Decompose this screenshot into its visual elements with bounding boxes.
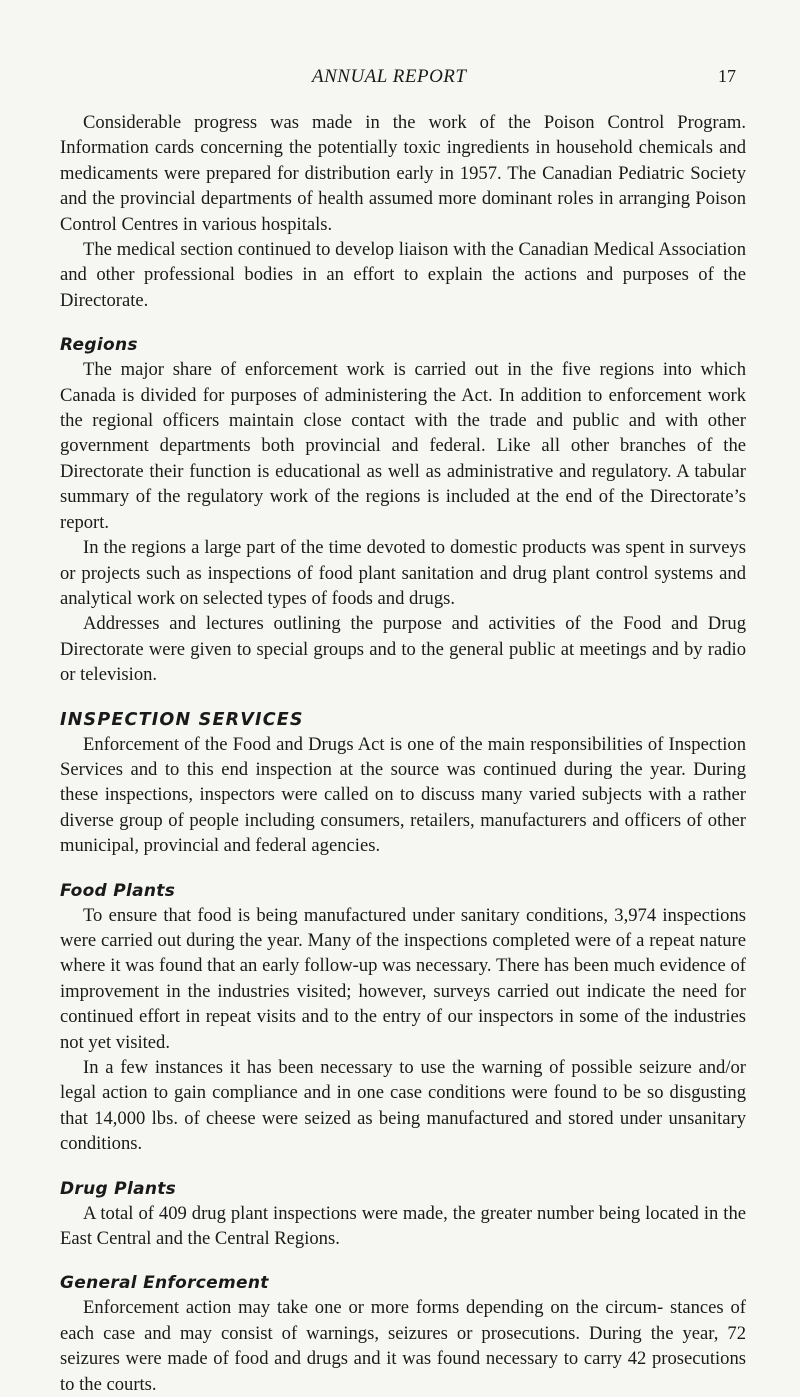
intro-paragraph-2: The medical section continued to develop liaison with the Canadian Medical Association and other professional bodies in an effort to explain the actions and purposes of the Directorate. (60, 239, 746, 311)
general-enforcement-section (60, 1271, 746, 1397)
regions-heading: Regions (60, 335, 138, 356)
inspection-services-heading: INSPECTION SERVICES (60, 709, 304, 730)
regions-paragraph-2: In the regions a large part of the time devoted to domestic products was spent in surveys or projects such as inspections of food plant sanitation and drug plant control systems and analytical work on selected types of foods and drugs. (60, 537, 746, 609)
regions-paragraph-1: The major share of enforcement work is carried out in the five regions into which Canada is divided for purposes of administering the Act. In addition to enforcement work the regional officers maintain close contact with the trade and public and with other government departments both provincial and federal. Like all other branches of the Directorate their function is educational as well as administrative and regulatory. A tabular summary of the regulatory work of the regions is included at the end of the Directorate’s report. (60, 359, 746, 533)
regions-paragraph-3: Addresses and lectures outlining the purpose and activities of the Food and Drug Directorate were given to special groups and to the general public at meetings and by radio or television. (60, 613, 746, 686)
page-number: 17 (718, 66, 736, 86)
inspection-services-section (60, 708, 746, 859)
intro-section (60, 110, 746, 313)
intro-paragraph-1: Considerable progress was made in the work of the Poison Control Program. Information cards concerning the potentially toxic ingredients in household chemicals and medicaments were prepared for distribution early in 1957. The Canadian Pediatric Society and the provincial departments of health assumed more dominant roles in arranging Poison Control Centres in various hospitals. (60, 112, 746, 235)
regions-section (60, 333, 746, 687)
general-enforcement-heading: General Enforcement (60, 1273, 269, 1294)
page-header (0, 66, 800, 90)
drug-plants-paragraph-1: A total of 409 drug plant inspections were made, the greater number being located in the East Central and the Central Regions. (60, 1202, 746, 1250)
drug-plants-section (60, 1177, 746, 1252)
running-title: ANNUAL REPORT (312, 66, 467, 87)
food-plants-section (60, 879, 746, 1157)
food-plants-paragraph-1: To ensure that food is being manufactured under sanitary conditions, 3,974 inspections were carried out during the year. Many of the inspections completed were of a repeat nature where it was found that an early follow-up was necessary. There has been much evidence of improvement in the industries visited; however, surveys carried out indicate the need for continued effort in repeat visits and to the entry of our inspectors in some of the industries not yet visited. (60, 904, 746, 1053)
food-plants-paragraph-2: In a few instances it has been necessary to use the warning of possible seizure and/or legal action to gain compliance and in one case conditions were found to be so disgusting that 14,000 lbs. of cheese were seized as being manufactured and stored under unsanitary conditions. (60, 1057, 746, 1155)
page-body (60, 110, 746, 1397)
inspection-services-paragraph-1: Enforcement of the Food and Drugs Act is one of the main responsibilities of Inspection Services and to this end inspection at the source was continued during the year. During these inspections, inspectors were called on to discuss many varied subjects with a rather diverse group of people including consumers, retailers, manufacturers and officers of other municipal, provincial and federal agencies. (60, 733, 746, 857)
general-enforcement-paragraph-1: Enforcement action may take one or more forms depending on the circum- stances of each case and may consist of warnings, seizures or prosecutions. During the year, 72 seizures were made of food and drugs and it was found necessary to carry 42 prosecutions to the courts. (60, 1297, 746, 1395)
food-plants-heading: Food Plants (60, 880, 176, 901)
drug-plants-heading: Drug Plants (60, 1178, 177, 1199)
